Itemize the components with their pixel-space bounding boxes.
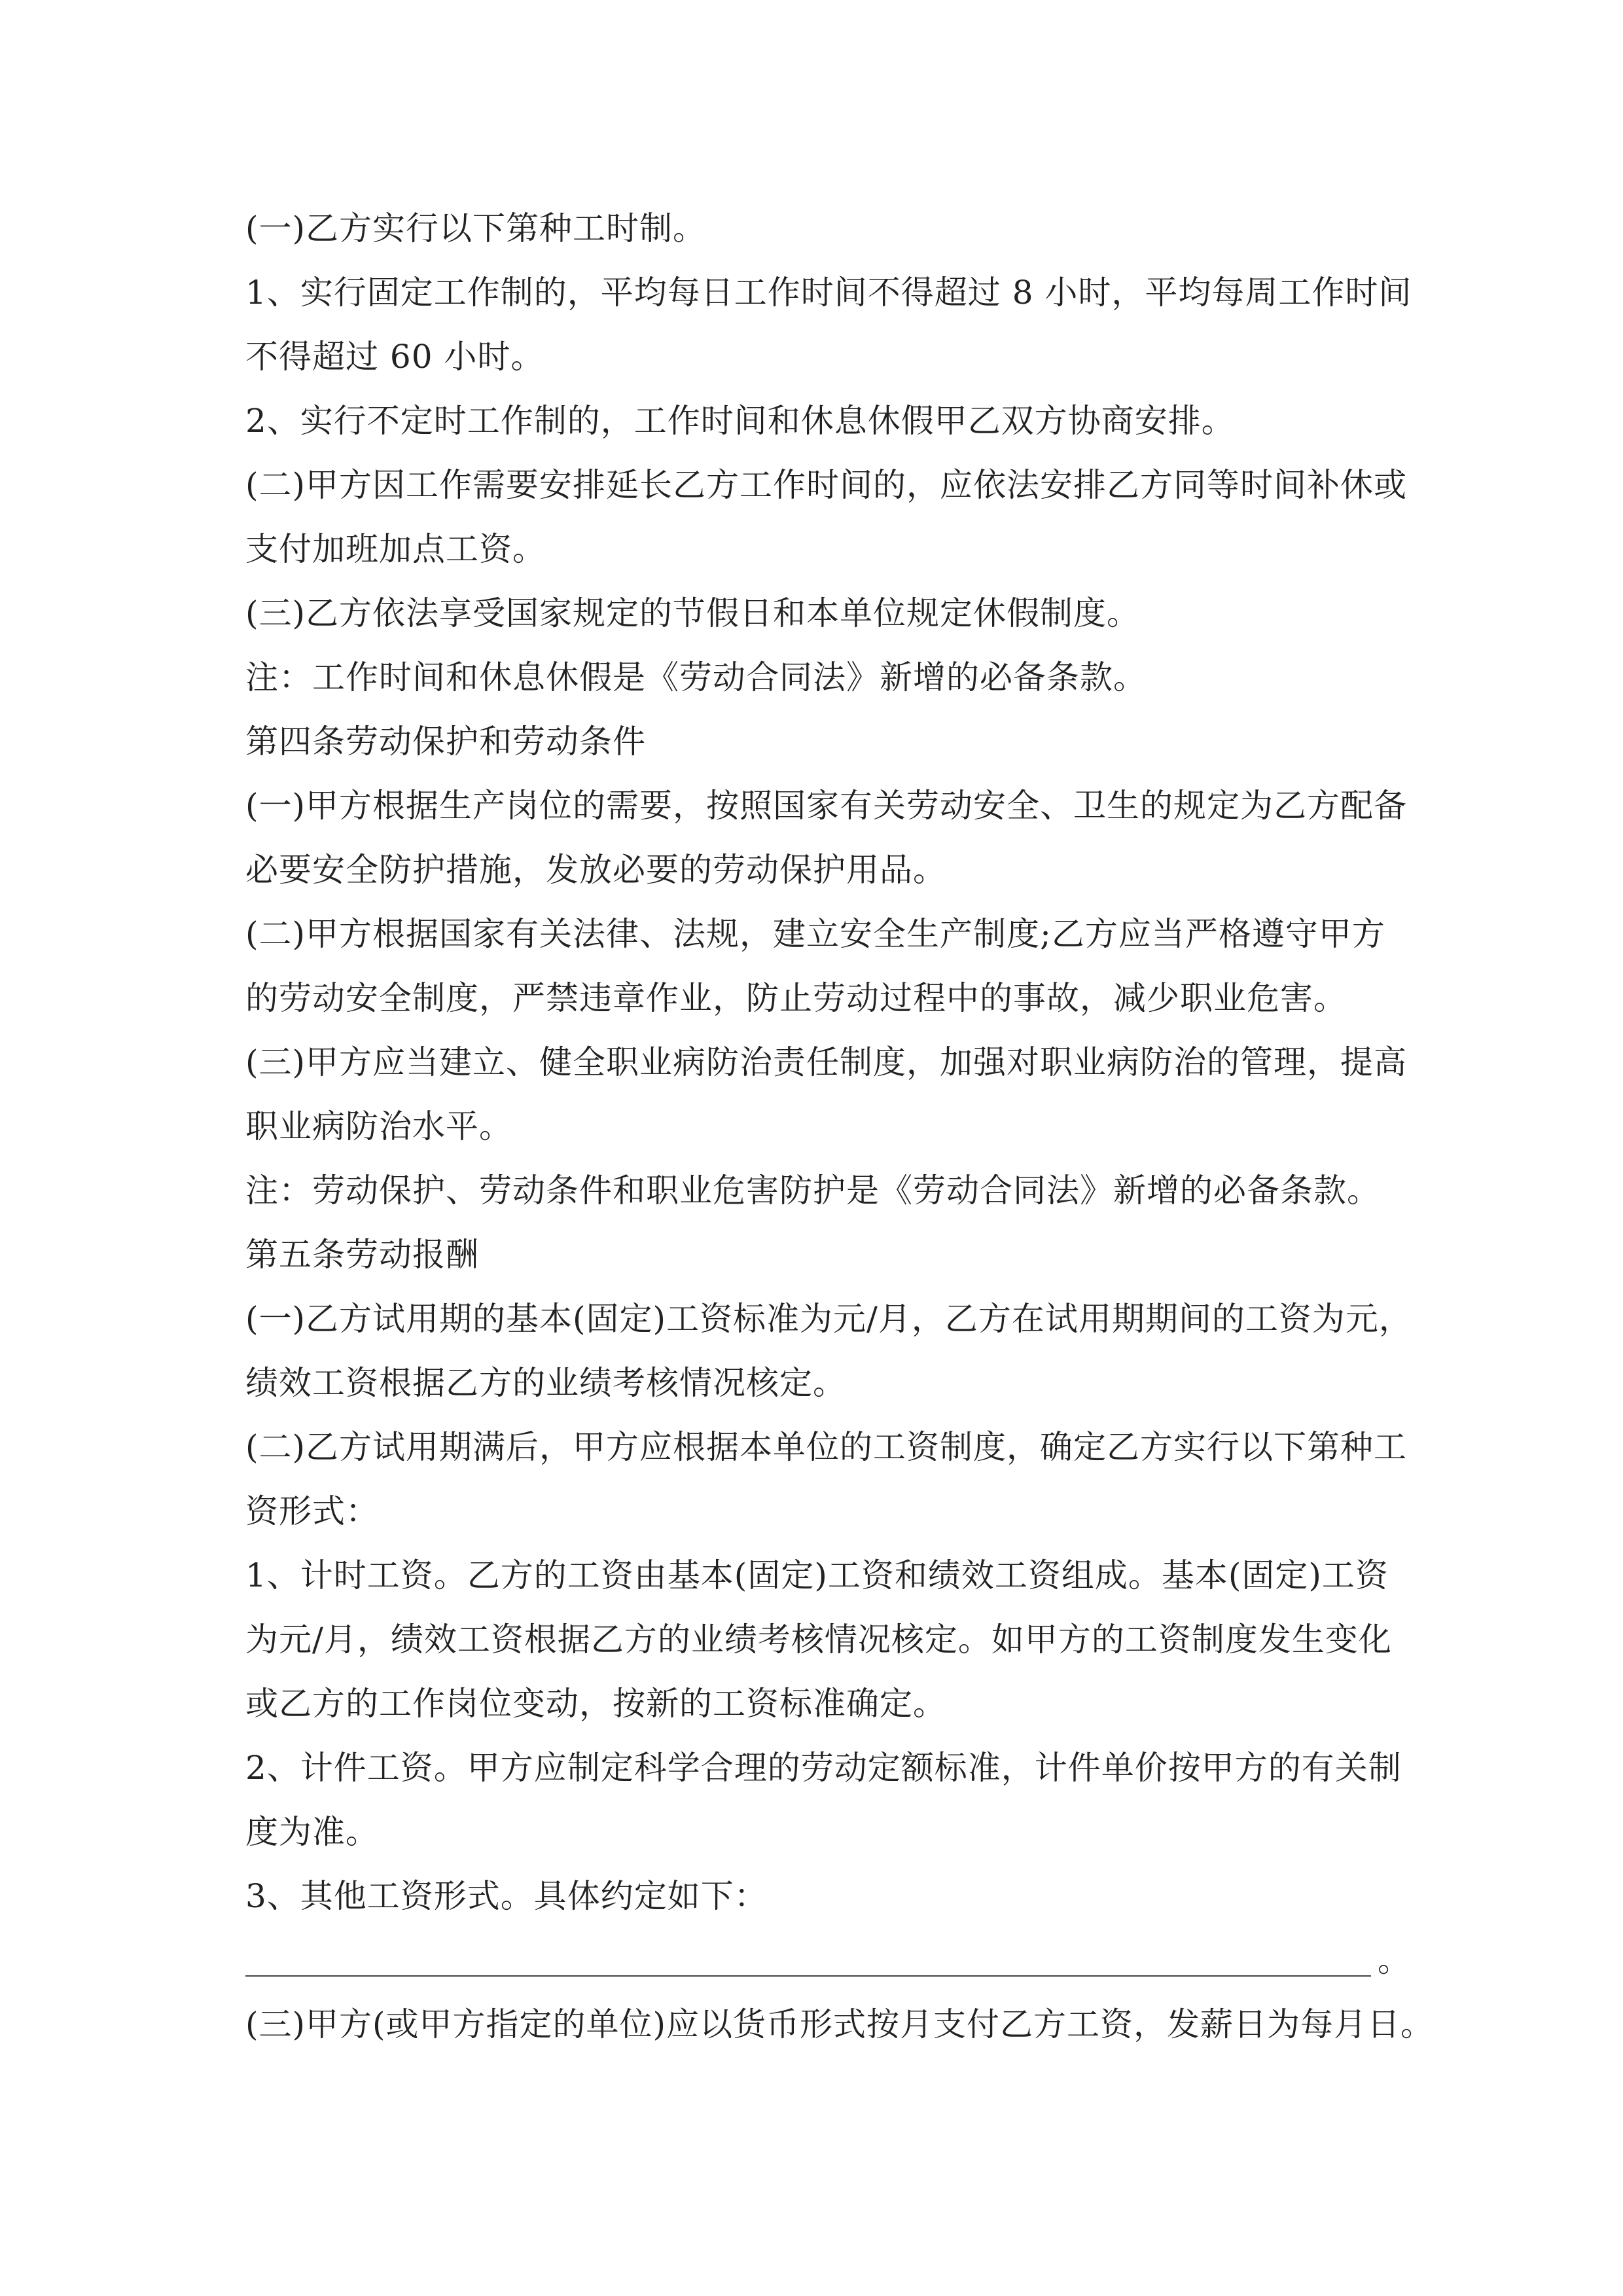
- text-line: 支付加班加点工资。: [245, 530, 546, 568]
- text-line: 或乙方的工作岗位变动，按新的工资标准确定。: [245, 1685, 946, 1723]
- text-line: 资形式：: [245, 1492, 379, 1530]
- text-line: (三)乙方依法享受国家规定的节假日和本单位规定休假制度。: [245, 594, 1141, 632]
- text-line: 绩效工资根据乙方的业绩考核情况核定。: [245, 1364, 846, 1402]
- blank-period: 。: [1378, 1941, 1410, 1979]
- section-heading: 第五条劳动报酬: [245, 1236, 479, 1274]
- text-line: (二)甲方根据国家有关法律、法规，建立安全生产制度;乙方应当严格遵守甲方: [245, 915, 1385, 953]
- text-line: 度为准。: [245, 1813, 379, 1851]
- fill-in-blank: [245, 1928, 1410, 1992]
- text-line: 1、计时工资。乙方的工资由基本(固定)工资和绩效工资组成。基本(固定)工资: [245, 1556, 1389, 1594]
- text-line: (三)甲方应当建立、健全职业病防治责任制度，加强对职业病防治的管理，提高: [245, 1043, 1408, 1081]
- text-line: 的劳动安全制度，严禁违章作业，防止劳动过程中的事故，减少职业危害。: [245, 979, 1347, 1017]
- text-line: 3、其他工资形式。具体约定如下：: [245, 1877, 768, 1915]
- note-line: 注：劳动保护、劳动条件和职业危害防护是《劳动合同法》新增的必备条款。: [245, 1172, 1380, 1210]
- text-line: (一)乙方试用期的基本(固定)工资标准为元/月，乙方在试用期期间的工资为元，: [245, 1300, 1412, 1338]
- text-line: 2、计件工资。甲方应制定科学合理的劳动定额标准，计件单价按甲方的有关制: [245, 1749, 1402, 1787]
- text-line: 必要安全防护措施，发放必要的劳动保护用品。: [245, 851, 946, 889]
- text-line: (二)乙方试用期满后，甲方应根据本单位的工资制度，确定乙方实行以下第种工: [245, 1428, 1408, 1466]
- text-line: 1、实行固定工作制的，平均每日工作时间不得超过 8 小时，平均每周工作时间: [245, 274, 1412, 312]
- text-line: (三)甲方(或甲方指定的单位)应以货币形式按月支付乙方工资，发薪日为每月日。: [245, 2005, 1435, 2043]
- text-line: (二)甲方因工作需要安排延长乙方工作时间的，应依法安排乙方同等时间补休或: [245, 466, 1408, 504]
- text-line: 职业病防治水平。: [245, 1107, 512, 1145]
- text-line: (一)甲方根据生产岗位的需要，按照国家有关劳动安全、卫生的规定为乙方配备: [245, 787, 1408, 825]
- text-line: (一)乙方实行以下第种工时制。: [245, 209, 707, 247]
- text-line: 为元/月，绩效工资根据乙方的业绩考核情况核定。如甲方的工资制度发生变化: [245, 1621, 1392, 1659]
- text-line: 不得超过 60 小时。: [245, 338, 544, 376]
- note-line: 注：工作时间和休息休假是《劳动合同法》新增的必备条款。: [245, 658, 1147, 696]
- text-line: 2、实行不定时工作制的，工作时间和休息休假甲乙双方协商安排。: [245, 402, 1235, 440]
- blank-underline: [245, 1975, 1371, 1977]
- section-heading: 第四条劳动保护和劳动条件: [245, 723, 646, 761]
- document-body: [245, 196, 1435, 2056]
